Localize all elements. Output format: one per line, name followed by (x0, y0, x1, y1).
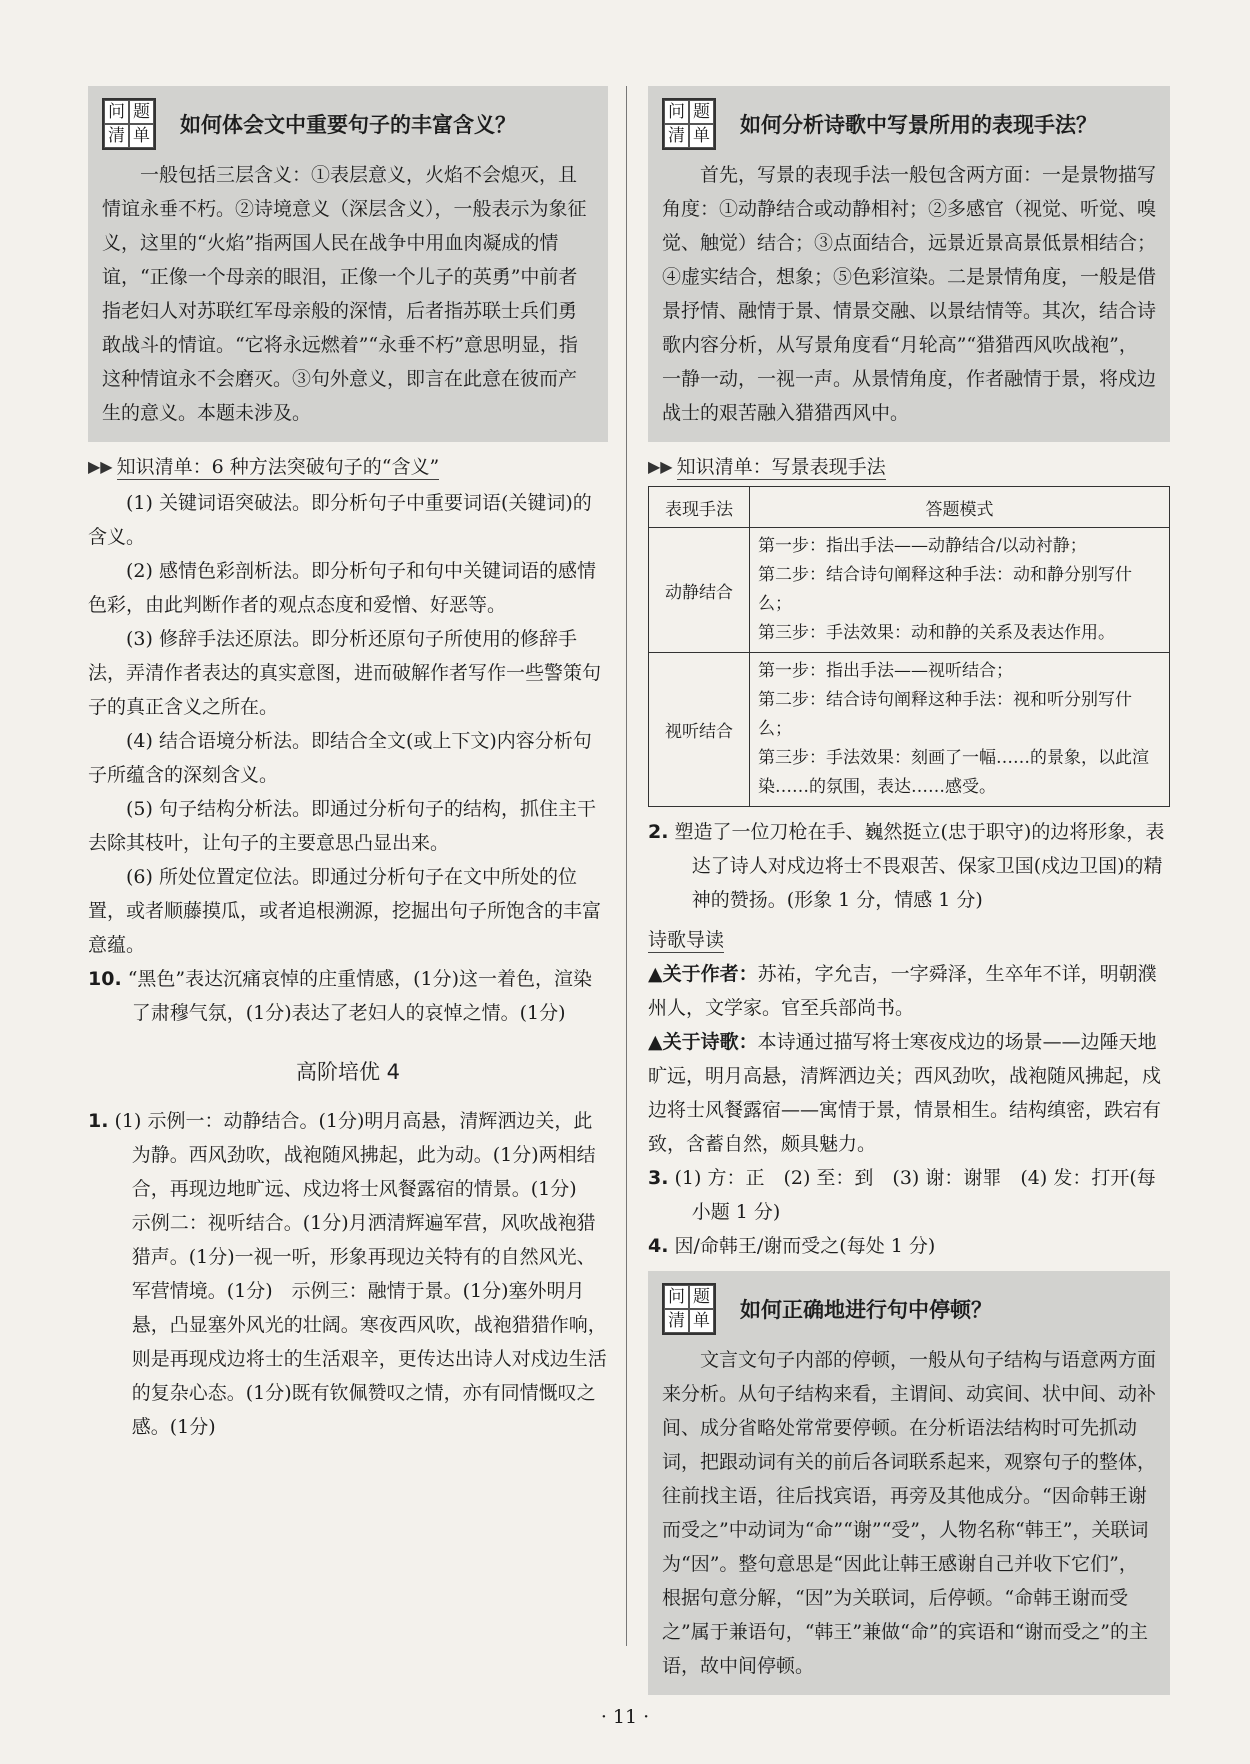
tag-char: 题 (129, 100, 154, 124)
question-box-poem-techniques (648, 86, 1170, 442)
answer-text: “黑色”表达沉痛哀悼的庄重情感，(1分)这一着色，渲染了肃穆气氛，(1分)表达了老妇人的哀悼之情。(1分) (127, 968, 593, 1024)
question-box-header (102, 98, 594, 150)
answer-number: 10. (88, 968, 122, 990)
methods-list (88, 486, 608, 962)
double-arrow-icon: ▶▶ (648, 456, 673, 476)
right-column (648, 86, 1170, 1705)
tag-char: 清 (664, 124, 689, 148)
answer-4 (648, 1229, 1170, 1263)
tag-char: 题 (689, 100, 714, 124)
double-arrow-icon: ▶▶ (88, 456, 113, 476)
technique-table (648, 486, 1170, 807)
answer-2 (648, 815, 1170, 917)
answer-text: 塑造了一位刀枪在手、巍然挺立(忠于职守)的边将形象，表达了诗人对戍边将士不畏艰苦、保家卫国(戍边卫国)的精神的赞扬。(形象 1 分，情感 1 分) (674, 821, 1165, 911)
question-box-header (662, 1283, 1156, 1335)
step-line: 第一步：指出手法——视听结合； (758, 661, 1013, 681)
question-body: 一般包括三层含义：①表层意义，火焰不会熄灭，且情谊永垂不朽。②诗境意义（深层含义），一般表示为象征义，这里的“火焰”指两国人民在战争中用血肉凝成的情谊，“正像一个母亲的眼泪，正像一个儿子的英勇”中前者指老妇人对苏联红军母亲般的深情，后者指苏联士兵们勇敢战斗的情谊。“它将永远燃着”“永垂不朽”意思明显，指这种情谊永不会磨灭。③句外意义，即言在此意在彼而产生的意义。本题未涉及。 (102, 164, 587, 424)
about-author (648, 957, 1170, 1025)
question-body: 首先，写景的表现手法一般包含两方面：一是景物描写角度：①动静结合或动静相衬；②多感官（视觉、听觉、嗅觉、触觉）结合；③点面结合，远景近景高景低景相结合；④虚实结合，想象；⑤色彩渲染。二是景情角度，一般是借景抒情、融情于景、情景交融、以景结情等。其次，结合诗歌内容分析，从写景角度看“月轮高”“猎猎西风吹战袍”，一静一动，一视一声。从景情角度，作者融情于景，将戍边战士的艰苦融入猎猎西风中。 (662, 164, 1157, 424)
method-item: (4) 结合语境分析法。即结合全文(或上下文)内容分析句子所蕴含的深刻含义。 (88, 730, 592, 786)
section-title: 高阶培优 4 (295, 1060, 401, 1084)
about-author-label: ▲关于作者： (648, 963, 758, 985)
method-item: (2) 感情色彩剖析法。即分析句子和句中关键词语的感情色彩，由此判断作者的观点态度和爱憎、好恶等。 (88, 560, 596, 616)
tag-char: 清 (664, 1309, 689, 1333)
tag-char: 题 (689, 1285, 714, 1309)
table-header-row (649, 487, 1170, 528)
left-column (88, 86, 608, 1444)
step-line: 第一步：指出手法——动静结合/以动衬静； (758, 536, 1087, 556)
tag-char: 问 (664, 1285, 689, 1309)
question-body: 文言文句子内部的停顿，一般从句子结构与语意两方面来分析。从句子结构来看，主谓间、动宾间、状中间、动补间、成分省略处常常要停顿。在分析语法结构时可先抓动词，把跟动词有关的前后各词联系起来，观察句子的整体，往前找主语，往后找宾语，再旁及其他成分。“因命韩王谢而受之”中动词为“命”“谢”“受”，人物名称“韩王”，关联词为“因”。整句意思是“因此让韩王感谢自己并收下它们”，根据句意分解，“因”为关联词，后停顿。“命韩王谢而受之”属于兼语句，“韩王”兼做“命”的宾语和“谢而受之”的主语，故中间停顿。 (662, 1349, 1157, 1677)
knowledge-list-label: 知识清单：写景表现手法 (677, 452, 886, 480)
poem-guide-label: 诗歌导读 (648, 925, 724, 953)
table-row (649, 528, 1170, 653)
question-box-pause (648, 1271, 1170, 1695)
about-poem-label: ▲关于诗歌： (648, 1031, 758, 1053)
answer-number: 1. (88, 1110, 109, 1132)
answer-number: 4. (648, 1235, 669, 1257)
tag-char: 单 (689, 1309, 714, 1333)
question-list-tag (662, 98, 716, 150)
table-header: 表现手法 (649, 487, 750, 528)
page-number: · 11 · (600, 1706, 650, 1728)
step-line: 第二步：结合诗句阐释这种手法：视和听分别写什么； (758, 690, 1132, 739)
question-title: 如何正确地进行句中停顿？ (740, 1298, 992, 1322)
answer-text: 因/命韩王/谢而受之(每处 1 分) (674, 1235, 936, 1257)
tag-char: 清 (104, 124, 129, 148)
answer-3 (648, 1161, 1170, 1229)
technique-steps (750, 528, 1170, 653)
technique-name: 动静结合 (649, 528, 750, 653)
question-box-header (662, 98, 1156, 150)
tag-char: 问 (664, 100, 689, 124)
question-box-sentence-meaning (88, 86, 608, 442)
table-row (649, 653, 1170, 807)
question-list-tag (102, 98, 156, 150)
step-line: 第三步：手法效果：刻画了一幅……的景象，以此渲染……的氛围，表达……感受。 (758, 748, 1149, 797)
question-list-tag (662, 1283, 716, 1335)
table-header: 答题模式 (750, 487, 1170, 528)
about-poem (648, 1025, 1170, 1161)
knowledge-list-label: 知识清单：6 种方法突破句子的“含义” (117, 452, 440, 480)
knowledge-list-heading (88, 452, 608, 480)
step-line: 第三步：手法效果：动和静的关系及表达作用。 (758, 623, 1115, 643)
tag-char: 单 (129, 124, 154, 148)
column-divider (626, 86, 627, 1646)
question-title: 如何体会文中重要句子的丰富含义？ (180, 113, 516, 137)
answer-1 (88, 1104, 608, 1444)
method-item: (3) 修辞手法还原法。即分析还原句子所使用的修辞手法，弄清作者表达的真实意图，进而破解作者写作一些警策句子的真正含义之所在。 (88, 628, 602, 718)
answer-text: (1) 示例一：动静结合。(1分)明月高悬，清辉洒边关，此为静。西风劲吹，战袍随风拂起，此为动。(1分)两相结合，再现边地旷远、戍边将士风餐露宿的情景。(1分) 示例二：视听结合。(1分)月洒清辉遍军营，风吹战袍猎猎声。(1分)一视一听，形象再现边关特有的自然风光、军营情境。(1分) 示例三：融情于景。(1分)塞外明月悬，凸显塞外风光的壮阔。寒夜西风吹，战袍猎猎作响，则是再现戍边将士的生活艰辛，更传达出诗人对戍边生活的复杂心态。(1分)既有钦佩赞叹之情，亦有同情慨叹之感。(1分) (114, 1110, 607, 1438)
answer-number: 3. (648, 1167, 669, 1189)
answer-text: (1) 方：正 (2) 至：到 (3) 谢：谢罪 (4) 发：打开(每小题 1 分) (674, 1167, 1156, 1223)
question-title: 如何分析诗歌中写景所用的表现手法？ (740, 113, 1097, 137)
method-item: (1) 关键词语突破法。即分析句子中重要词语(关键词)的含义。 (88, 492, 592, 548)
tag-char: 问 (104, 100, 129, 124)
about-poem-text: 本诗通过描写将士寒夜戍边的场景——边陲天地旷远，明月高悬，清辉洒边关；西风劲吹，战袍随风拂起，戍边将士风餐露宿——寓情于景，情景相生。结构缜密，跌宕有致，含蓄自然，颇具魅力。 (648, 1031, 1162, 1155)
tag-char: 单 (689, 124, 714, 148)
method-item: (5) 句子结构分析法。即通过分析句子的结构，抓住主干去除其枝叶，让句子的主要意思凸显出来。 (88, 798, 596, 854)
knowledge-list-heading (648, 452, 1170, 480)
method-item: (6) 所处位置定位法。即通过分析句子在文中所处的位置，或者顺藤摸瓜，或者追根溯源，挖掘出句子所饱含的丰富意蕴。 (88, 866, 602, 956)
answer-number: 2. (648, 821, 669, 843)
about-author-text: 苏祐，字允吉，一字舜泽，生卒年不详，明朝濮州人，文学家。官至兵部尚书。 (648, 963, 1157, 1019)
technique-name: 视听结合 (649, 653, 750, 807)
step-line: 第二步：结合诗句阐释这种手法：动和静分别写什么； (758, 565, 1132, 614)
technique-steps (750, 653, 1170, 807)
answer-10 (88, 962, 608, 1030)
